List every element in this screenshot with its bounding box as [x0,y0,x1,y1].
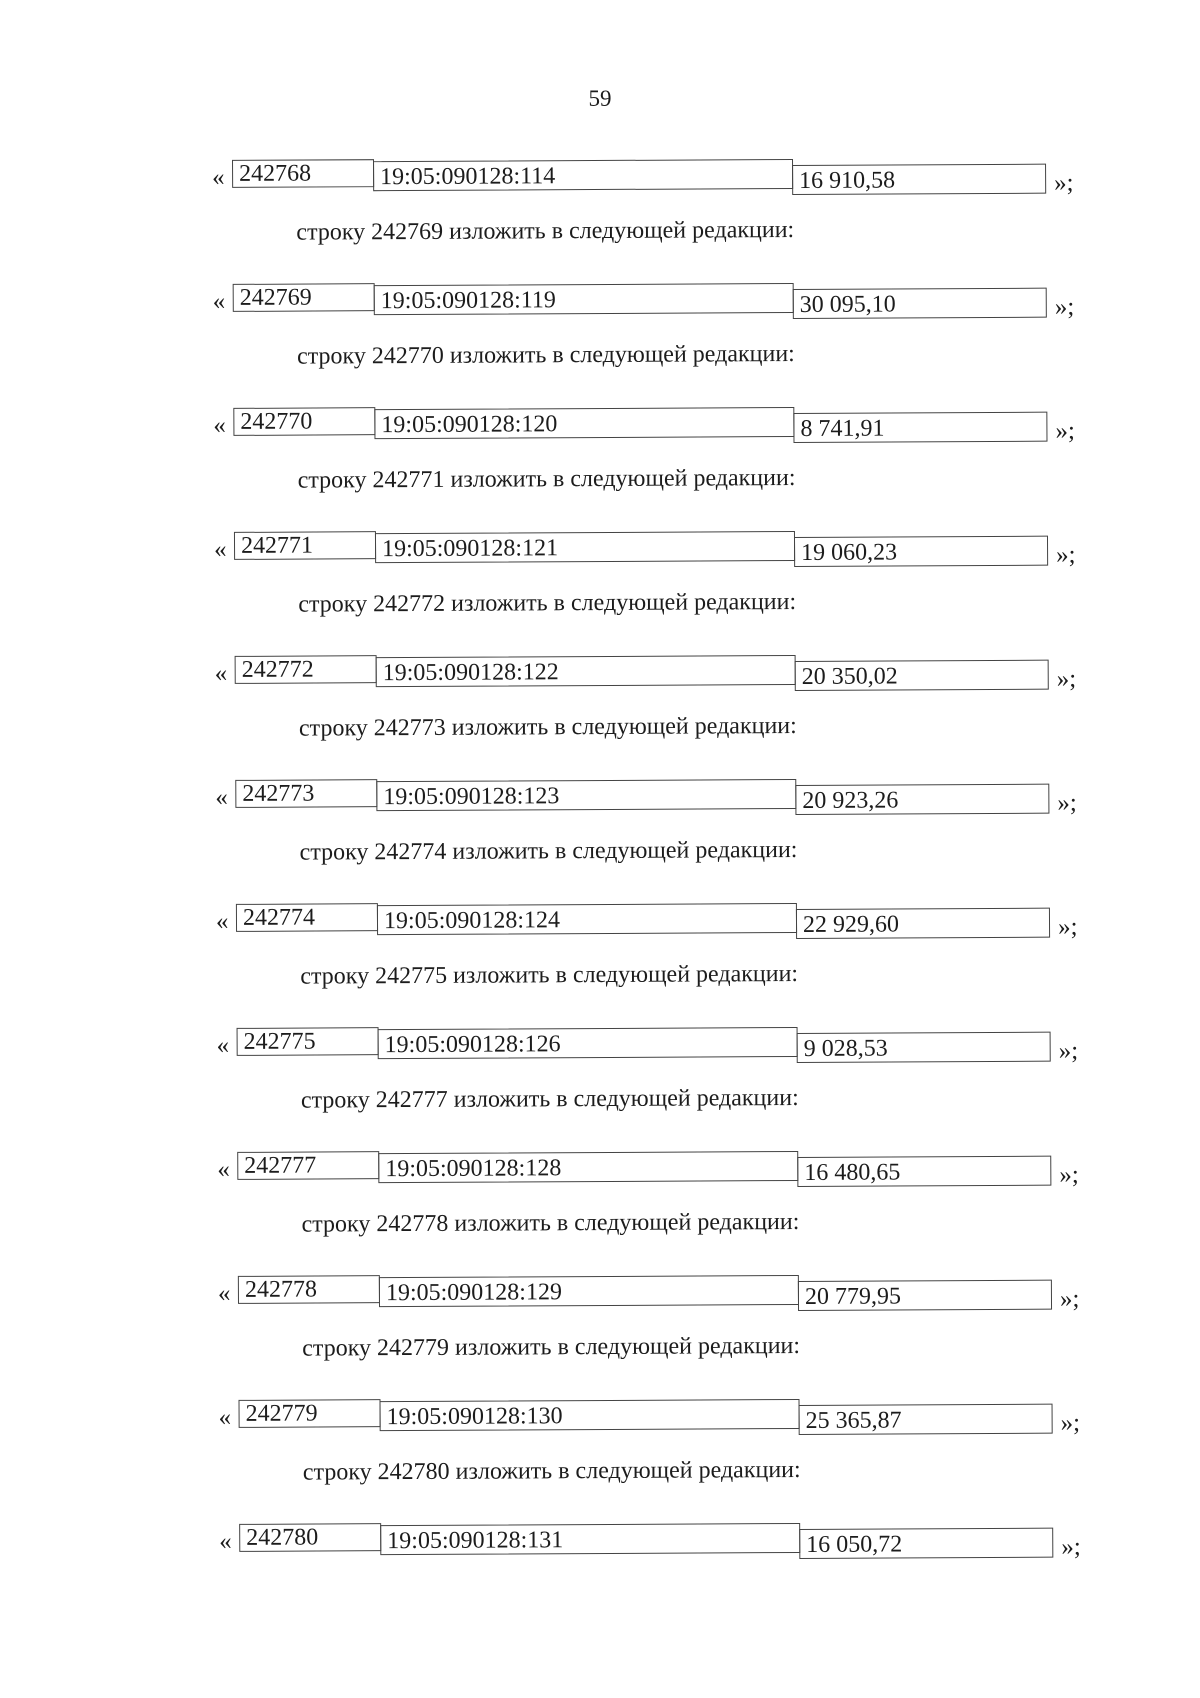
closing-quote: »; [1056,665,1077,693]
row-number-cell: 242778 [238,1275,380,1304]
amendment-entry [1,403,1200,533]
closing-quote: »; [1058,1037,1079,1065]
value-cell: 16 050,72 [799,1528,1053,1559]
row-number-cell: 242779 [238,1399,380,1428]
table-row [213,527,1096,572]
cadastral-number-cell: 19:05:090128:121 [375,531,795,563]
value-cell: 16 480,65 [797,1156,1051,1187]
row-number-cell: 242770 [233,407,375,436]
closing-quote: »; [1057,913,1078,941]
table-row [212,155,1094,200]
row-number-cell: 242768 [232,159,374,188]
closing-quote: »; [1056,541,1076,569]
amendment-entry [0,155,1200,285]
closing-quote: »; [1060,1409,1081,1437]
instruction-text: строку 242773 изложить в следующей редакции: [298,712,797,742]
instruction-text: строку 242777 изложить в следующей редакции: [300,1084,799,1114]
table-row [217,1147,1099,1192]
closing-quote: »; [1059,1285,1080,1313]
row-number-cell: 242774 [236,903,378,932]
instruction-text: строку 242769 изложить в следующей редакции: [296,216,795,246]
instruction-text: строку 242778 изложить в следующей редакции: [301,1208,800,1238]
cadastral-number-cell: 19:05:090128:129 [379,1275,799,1307]
instruction-text: строку 242771 изложить в следующей редакции: [297,464,796,494]
instruction-text: строку 242779 изложить в следующей редакции: [302,1332,801,1362]
opening-quote: « [212,287,226,316]
value-cell: 20 350,02 [795,660,1049,691]
cadastral-number-cell: 19:05:090128:126 [378,1027,798,1059]
instruction-text: строку 242774 изложить в следующей редакции: [299,836,798,866]
table-row [218,1395,1100,1440]
row-number-cell: 242777 [237,1151,379,1180]
cadastral-number-cell: 19:05:090128:119 [374,283,794,315]
instruction-text: строку 242770 изложить в следующей редакции: [296,340,795,370]
cadastral-number-cell: 19:05:090128:124 [377,903,797,935]
opening-quote: « [215,907,229,936]
opening-quote: « [218,1403,232,1432]
cadastral-number-cell: 19:05:090128:123 [376,779,796,811]
opening-quote: « [217,1279,231,1308]
amendment-entry [3,775,1200,905]
opening-quote: « [217,1155,230,1184]
cadastral-number-cell: 19:05:090128:130 [380,1399,800,1431]
closing-quote: »; [1054,169,1074,197]
value-cell: 20 923,26 [795,784,1049,815]
row-number-cell: 242780 [239,1523,381,1552]
instruction-text: строку 242780 изложить в следующей редакции: [302,1456,801,1486]
row-number-cell: 242771 [234,531,376,560]
instruction-text: строку 242772 изложить в следующей редакции: [298,588,797,618]
opening-quote: « [213,411,226,440]
amendment-entry [7,1395,1200,1525]
opening-quote: « [219,1527,232,1556]
amendment-entry [2,527,1200,657]
table-row [214,651,1097,696]
row-number-cell: 242772 [235,655,377,684]
opening-quote: « [214,659,228,688]
amendment-entry [1,279,1200,409]
table-row [212,279,1095,324]
closing-quote: »; [1054,293,1075,321]
row-number-cell: 242769 [233,283,375,312]
row-number-cell: 242775 [237,1027,379,1056]
amendment-entry [5,1023,1200,1153]
value-cell: 30 095,10 [793,288,1047,319]
cadastral-number-cell: 19:05:090128:122 [376,655,796,687]
amendment-entry [5,1147,1200,1277]
opening-quote: « [215,783,228,812]
table-row [215,899,1098,944]
closing-quote: »; [1061,1533,1081,1561]
table-row [217,1271,1100,1316]
table-row [215,775,1097,820]
instruction-text: строку 242775 изложить в следующей редакции: [300,960,799,990]
cadastral-number-cell: 19:05:090128:120 [374,407,794,439]
table-row [219,1519,1101,1564]
opening-quote: « [213,535,227,564]
value-cell: 22 929,60 [796,908,1050,939]
value-cell: 8 741,91 [793,412,1047,443]
value-cell: 25 365,87 [799,1404,1053,1435]
table-row [216,1023,1099,1068]
amendment-entry [3,651,1200,781]
value-cell: 19 060,23 [794,536,1048,567]
closing-quote: »; [1057,789,1077,817]
cadastral-number-cell: 19:05:090128:114 [373,159,793,191]
amendment-entry [7,1519,1200,1649]
amendment-list [0,155,1200,1649]
page-number: 59 [588,86,612,111]
closing-quote: »; [1055,417,1075,445]
opening-quote: « [216,1031,230,1060]
table-row [213,403,1095,448]
value-cell: 20 779,95 [798,1280,1052,1311]
amendment-entry [4,899,1200,1029]
amendment-entry [6,1271,1200,1401]
closing-quote: »; [1059,1161,1079,1189]
cadastral-number-cell: 19:05:090128:131 [380,1523,800,1555]
value-cell: 16 910,58 [792,164,1046,195]
opening-quote: « [212,163,225,192]
cadastral-number-cell: 19:05:090128:128 [378,1151,798,1183]
value-cell: 9 028,53 [797,1032,1051,1063]
row-number-cell: 242773 [235,779,377,808]
